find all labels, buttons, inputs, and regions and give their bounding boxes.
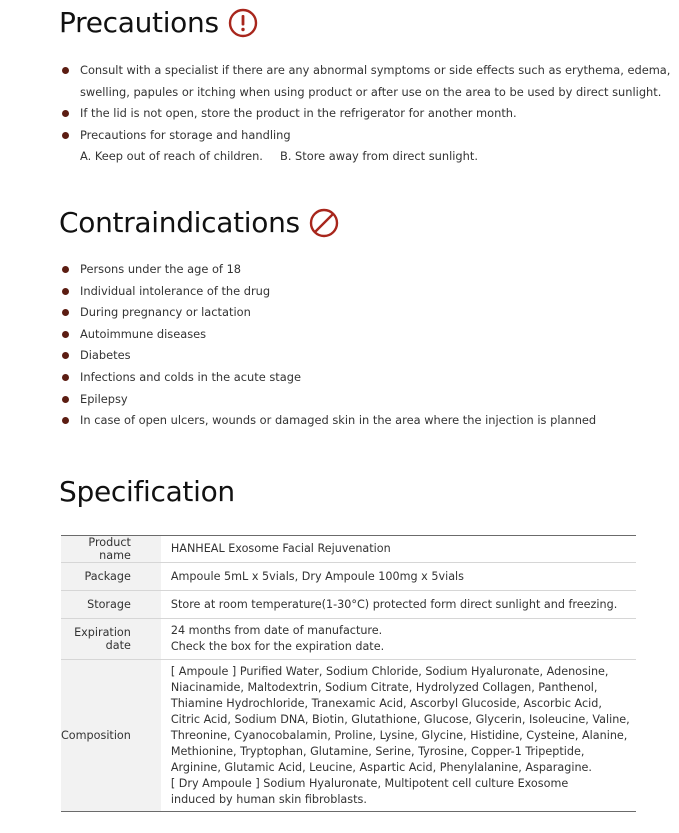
exclamation-circle-icon bbox=[228, 8, 258, 38]
spec-value-line: Arginine, Glutamic Acid, Leucine, Aspartic Acid, Phenylalanine, Asparagine. bbox=[170, 760, 592, 774]
spec-row bbox=[61, 563, 636, 591]
specification-table bbox=[61, 535, 636, 812]
precautions-title-text: Precautions bbox=[59, 6, 219, 39]
precaution-line: swelling, papules or itching when using product or after use on the area to be used by direct sunlight. bbox=[80, 84, 662, 99]
contraindication-text: Infections and colds in the acute stage bbox=[80, 369, 301, 384]
contraindication-text: Autoimmune diseases bbox=[80, 326, 207, 341]
bullet-dot bbox=[62, 266, 69, 273]
bullet-dot bbox=[62, 331, 69, 338]
precaution-item bbox=[62, 103, 670, 125]
precaution-subitems bbox=[80, 146, 670, 168]
spec-value-line: induced by human skin fibroblasts. bbox=[170, 792, 367, 806]
spec-label: Product name bbox=[61, 536, 161, 563]
contraindication-item bbox=[62, 281, 596, 303]
contraindication-text: Individual intolerance of the drug bbox=[80, 283, 271, 298]
contraindication-item bbox=[62, 345, 596, 367]
spec-value-line: Threonine, Cyanocobalamin, Proline, Lysine, Glycine, Histidine, Cysteine, Alanine, bbox=[170, 728, 628, 742]
spec-value-line: Methionine, Tryptophan, Glutamine, Serine, Tyrosine, Copper-1 Tripeptide, bbox=[170, 744, 585, 758]
contraindications-title bbox=[59, 206, 339, 239]
bullet-dot bbox=[62, 309, 69, 316]
precaution-line: If the lid is not open, store the product in the refrigerator for another month. bbox=[80, 106, 517, 121]
bullet-dot bbox=[62, 374, 69, 381]
precautions-list bbox=[62, 60, 670, 168]
spec-value bbox=[161, 536, 636, 563]
spec-value-line: Check the box for the expiration date. bbox=[170, 640, 385, 653]
specification-title bbox=[59, 475, 235, 508]
bullet-dot bbox=[62, 132, 69, 139]
contraindication-text: In case of open ulcers, wounds or damaged skin in the area where the injection is planned bbox=[80, 413, 597, 428]
bullet-dot bbox=[62, 396, 69, 403]
spec-value-line: Thiamine Hydrochloride, Tranexamic Acid, Ascorbyl Glucoside, Ascorbic Acid, bbox=[170, 696, 602, 710]
spec-label: Storage bbox=[61, 591, 161, 619]
spec-value bbox=[161, 619, 636, 660]
spec-value-line: Store at room temperature(1-30°C) protected form direct sunlight and freezing. bbox=[170, 597, 618, 611]
spec-value-line: 24 months from date of manufacture. bbox=[170, 624, 383, 637]
contraindication-item bbox=[62, 302, 596, 324]
contraindication-text: Persons under the age of 18 bbox=[80, 262, 242, 276]
spec-value bbox=[161, 591, 636, 619]
contraindication-item bbox=[62, 367, 596, 389]
precaution-item bbox=[62, 125, 670, 168]
bullet-dot bbox=[62, 352, 69, 359]
precautions-title bbox=[59, 6, 258, 39]
contraindication-item bbox=[62, 324, 596, 346]
bullet-dot bbox=[62, 67, 69, 74]
spec-row bbox=[61, 660, 636, 812]
spec-value bbox=[161, 563, 636, 591]
contraindications-title-text: Contraindications bbox=[59, 206, 300, 239]
bullet-dot bbox=[62, 288, 69, 295]
bullet-dot bbox=[62, 417, 69, 424]
specification-title-text: Specification bbox=[59, 475, 235, 508]
precaution-subitem: A. Keep out of reach of children. bbox=[80, 149, 263, 164]
spec-value-line: [ Ampoule ] Purified Water, Sodium Chloride, Sodium Hyaluronate, Adenosine, bbox=[170, 664, 609, 678]
contraindication-text: Diabetes bbox=[80, 348, 131, 363]
spec-row bbox=[61, 591, 636, 619]
prohibited-icon bbox=[309, 208, 339, 238]
precaution-item bbox=[62, 60, 670, 103]
contraindications-list bbox=[62, 259, 596, 432]
spec-row bbox=[61, 619, 636, 660]
spec-value-line: Citric Acid, Sodium DNA, Biotin, Glutathione, Glucose, Glycerin, Isoleucine, Valine, bbox=[170, 712, 630, 726]
spec-value-line: HANHEAL Exosome Facial Rejuvenation bbox=[170, 542, 391, 555]
spec-label: Package bbox=[61, 563, 161, 591]
contraindication-item bbox=[62, 410, 596, 432]
spec-value-line: Ampoule 5mL x 5vials, Dry Ampoule 100mg x 5vials bbox=[170, 569, 464, 583]
precaution-line: Consult with a specialist if there are any abnormal symptoms or side effects such as erythema, edema, bbox=[80, 63, 671, 77]
spec-value-line: [ Dry Ampoule ] Sodium Hyaluronate, Multipotent cell culture Exosome bbox=[170, 776, 569, 790]
contraindication-text: During pregnancy or lactation bbox=[80, 305, 251, 320]
precaution-subitem: B. Store away from direct sunlight. bbox=[280, 149, 478, 164]
contraindication-text: Epilepsy bbox=[80, 391, 128, 406]
bullet-dot bbox=[62, 110, 69, 117]
contraindication-item bbox=[62, 389, 596, 411]
precaution-line: Precautions for storage and handling bbox=[80, 127, 291, 142]
spec-row bbox=[61, 536, 636, 563]
spec-label: Expiration date bbox=[61, 619, 161, 660]
contraindication-item bbox=[62, 259, 596, 281]
spec-value bbox=[161, 660, 636, 812]
spec-value-line: Niacinamide, Maltodextrin, Sodium Citrate, Hydrolyzed Collagen, Panthenol, bbox=[170, 680, 598, 694]
spec-label: Composition bbox=[61, 660, 161, 812]
